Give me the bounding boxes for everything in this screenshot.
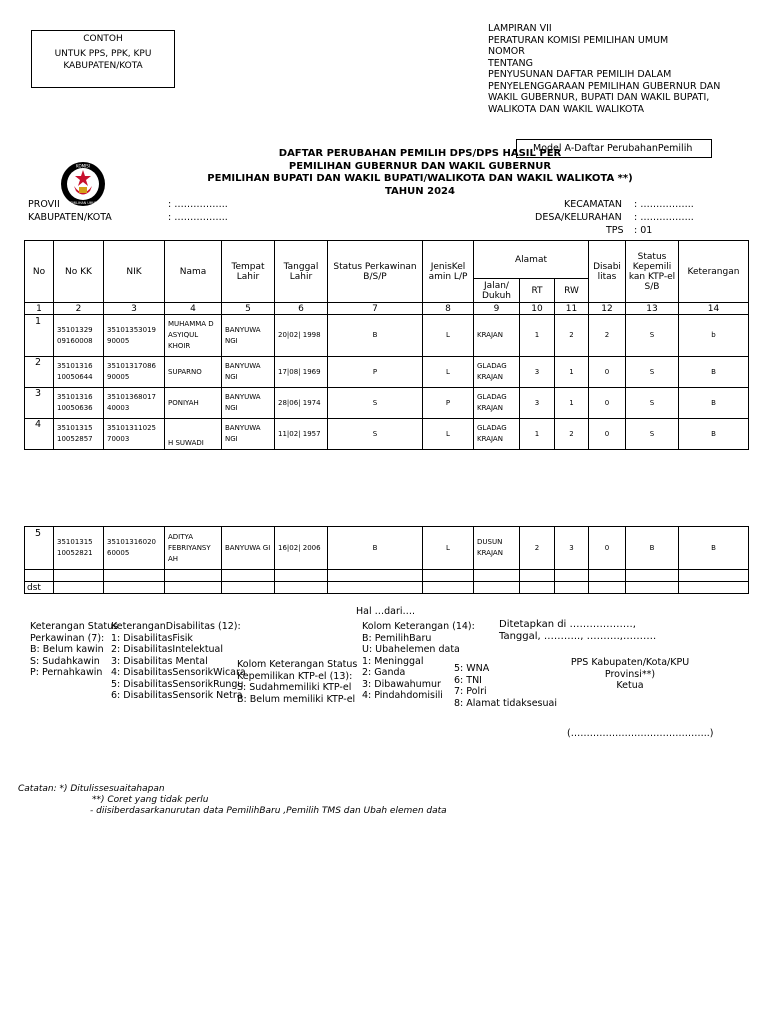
legend-line: 4: Pindahdomisili <box>362 690 443 701</box>
legend-line: S: Sudahkawin <box>30 655 100 667</box>
cell-rt: 2 <box>520 527 555 570</box>
signature-line: Provinsi**) <box>604 668 656 680</box>
cell-tanggal-lahir: 11|02| 1957 <box>275 419 328 450</box>
cell-disabilitas: 2 <box>589 315 626 357</box>
cell-tanggal-lahir: 28|06| 1974 <box>275 388 328 419</box>
cell-no-kk: 35101316 10050636 <box>54 388 104 419</box>
cell-status-perkawinan: S <box>328 388 423 419</box>
legend-line: Keterangan Status <box>30 621 119 632</box>
cell-nik: 35101353019 90005 <box>104 315 165 357</box>
ditetapkan-block <box>499 619 656 642</box>
legend-line: 8: Alamat tidaksesuai <box>454 697 557 709</box>
page-counter: Hal …dari…. <box>356 606 416 617</box>
table-row <box>25 388 749 419</box>
column-number: 7 <box>328 303 423 315</box>
cell-tempat-lahir: BANYUWA NGI <box>222 315 275 357</box>
lampiran-line: LAMPIRAN VII <box>488 23 552 34</box>
cell-rt: 1 <box>520 419 555 450</box>
column-number: 8 <box>423 303 474 315</box>
legend-line: 2: Ganda <box>362 667 406 678</box>
cell-tanggal-lahir: 17|08| 1969 <box>275 357 328 388</box>
legend-line: 6: TNI <box>454 674 482 686</box>
header-nik: NIK <box>104 241 165 303</box>
cell-status-ktp: S <box>626 419 679 450</box>
cell-status-ktp: S <box>626 357 679 388</box>
legend-perkawinan <box>30 621 118 679</box>
cell-nama: ADITYA FEBRIYANSY AH <box>165 527 222 570</box>
example-line: UNTUK PPS, PPK, KPU <box>54 49 152 59</box>
table-row <box>25 419 749 450</box>
legend-line: Kolom Keterangan (14): <box>362 621 475 632</box>
title-line: PEMILIHAN GUBERNUR DAN WAKIL GUBERNUR <box>288 160 552 172</box>
cell-status-ktp: S <box>626 388 679 419</box>
cell-jenis-kelamin: P <box>423 388 474 419</box>
header-status-perkawinan: Status Perkawinan B/S/P <box>328 241 423 303</box>
cell-nik: 35101316020 60005 <box>104 527 165 570</box>
column-number: 4 <box>165 303 222 315</box>
tps-value: : 01 <box>634 225 653 236</box>
legend-ktp <box>237 659 357 705</box>
empty-row <box>25 570 749 582</box>
kabupaten-value: : …………….. <box>168 212 228 223</box>
legend-line: P: Pernahkawin <box>30 667 103 678</box>
cell-tanggal-lahir: 20|02| 1998 <box>275 315 328 357</box>
lampiran-line: PERATURAN KOMISI PEMILIHAN UMUM <box>488 34 669 46</box>
legend-line: 3: Disabilitas Mental <box>111 655 208 667</box>
cell-status-perkawinan: P <box>328 357 423 388</box>
cell-status-perkawinan: S <box>328 419 423 450</box>
header-tempat-lahir: Tempat Lahir <box>222 241 275 303</box>
cell-jalan: GLADAG KRAJAN <box>474 419 520 450</box>
cell-nama: H SUWADI <box>165 419 222 450</box>
kecamatan-value: : …………….. <box>634 199 694 210</box>
legend-line: 5: DisabilitasSensorikRungu <box>111 678 244 690</box>
column-number: 14 <box>679 303 749 315</box>
catatan-label: Catatan: <box>18 784 57 794</box>
lampiran-line: WAKIL GUBERNUR, BUPATI DAN WAKIL BUPATI, <box>488 92 710 103</box>
legend-disabilitas <box>111 621 246 702</box>
table-row <box>25 527 749 570</box>
cell-rw: 1 <box>555 388 589 419</box>
catatan-line: *) Ditulissesuaitahapan <box>59 784 165 794</box>
header-tanggal-lahir: Tanggal Lahir <box>275 241 328 303</box>
column-number: 10 <box>520 303 555 315</box>
column-number: 11 <box>555 303 589 315</box>
cell-keterangan: B <box>679 357 749 388</box>
cell-no: 5 <box>25 527 54 570</box>
legend-line: Kolom Keterangan Status <box>237 659 358 670</box>
cell-tanggal-lahir: 16|02| 2006 <box>275 527 328 570</box>
ditetapkan-line: Tanggal, ……….., ……….,………. <box>499 630 657 642</box>
header-keterangan: Keterangan <box>679 241 749 303</box>
logo-bottom-text: PEMILIHAN UMUM <box>68 201 98 205</box>
signature-block <box>560 657 700 692</box>
cell-nama: SUPARNO <box>165 357 222 388</box>
tps-label: TPS <box>606 225 624 236</box>
column-number-row <box>25 303 749 315</box>
column-number: 6 <box>275 303 328 315</box>
legend-line: U: Ubahelemen data <box>362 644 460 655</box>
legend-line: 1: DisabilitasFisik <box>111 632 193 644</box>
title-line: TAHUN 2024 <box>385 185 455 197</box>
cell-no: 2 <box>25 357 54 388</box>
cell-rw: 2 <box>555 315 589 357</box>
cell-nik: 35101317086 90005 <box>104 357 165 388</box>
example-title: CONTOH <box>83 34 123 44</box>
cell-keterangan: B <box>679 388 749 419</box>
legend-line: 3: Dibawahumur <box>362 678 441 690</box>
cell-no: 1 <box>25 315 54 357</box>
column-number: 2 <box>54 303 104 315</box>
cell-disabilitas: 0 <box>589 419 626 450</box>
example-box <box>31 30 175 88</box>
voter-change-table <box>24 240 749 450</box>
cell-jalan: GLADAG KRAJAN <box>474 388 520 419</box>
lampiran-line: PENYUSUNAN DAFTAR PEMILIH DALAM <box>488 69 672 80</box>
catatan-line: **) Coret yang tidak perlu <box>92 795 209 805</box>
example-line: KABUPATEN/KOTA <box>63 61 143 71</box>
catatan-line: - diisiberdasarkanurutan data PemilihBaru ,Pemilih TMS dan Ubah elemen data <box>90 806 447 816</box>
cell-jalan: KRAJAN <box>474 315 520 357</box>
legend-line: Perkawinan (7): <box>30 632 105 644</box>
desa-label: DESA/KELURAHAN <box>535 212 622 223</box>
legend-keterangan-continued <box>454 663 557 709</box>
lampiran-line: WALIKOTA DAN WAKIL WALIKOTA <box>488 103 644 115</box>
cell-status-ktp: S <box>626 315 679 357</box>
model-label: Model A-Daftar PerubahanPemilih <box>516 139 712 158</box>
signature-line: PPS Kabupaten/Kota/KPU <box>570 657 690 668</box>
cell-jalan: DUSUN KRAJAN <box>474 527 520 570</box>
cell-disabilitas: 0 <box>589 357 626 388</box>
legend-line: 7: Polri <box>454 686 487 697</box>
provinsi-value: : …………….. <box>168 199 228 210</box>
header-rw: RW <box>555 279 589 303</box>
legend-line: 1: Meninggal <box>362 655 424 667</box>
column-number: 12 <box>589 303 626 315</box>
legend-line: 4: DisabilitasSensorikWicara <box>111 667 246 678</box>
table-row <box>25 315 749 357</box>
legend-line: 6: DisabilitasSensorik Netra <box>111 690 243 701</box>
cell-jenis-kelamin: L <box>423 419 474 450</box>
legend-line: 5: WNA <box>454 663 490 674</box>
cell-no-kk: 35101315 10052821 <box>54 527 104 570</box>
cell-rw: 2 <box>555 419 589 450</box>
catatan-block <box>18 784 447 817</box>
cell-rt: 1 <box>520 315 555 357</box>
cell-no: 3 <box>25 388 54 419</box>
cell-nik: 35101368017 40003 <box>104 388 165 419</box>
header-row <box>25 241 749 279</box>
column-number: 5 <box>222 303 275 315</box>
voter-change-table-continued <box>24 526 749 594</box>
column-number: 9 <box>474 303 520 315</box>
legend-line: Kepemilikan KTP-el (13): <box>237 670 353 682</box>
legend-line: B: Belum memiliki KTP-el <box>237 693 356 705</box>
cell-rt: 3 <box>520 388 555 419</box>
cell-jenis-kelamin: L <box>423 315 474 357</box>
cell-no-kk: 35101315 10052857 <box>54 419 104 450</box>
column-number: 13 <box>626 303 679 315</box>
provinsi-label: PROVII <box>28 199 60 210</box>
dst-row <box>25 582 749 594</box>
signature-line: Ketua <box>616 680 644 691</box>
cell-nik: 35101311025 70003 <box>104 419 165 450</box>
header-nama: Nama <box>165 241 222 303</box>
header-alamat: Alamat <box>474 241 589 279</box>
title-line: PEMILIHAN BUPATI DAN WAKIL BUPATI/WALIKOTA DAN WAKIL WALIKOTA **) <box>207 173 633 184</box>
cell-status-perkawinan: B <box>328 527 423 570</box>
kabupaten-label: KABUPATEN/KOTA <box>28 212 112 223</box>
cell-tempat-lahir: BANYUWA NGI <box>222 388 275 419</box>
cell-tempat-lahir: BANYUWA GI <box>222 527 275 570</box>
cell-dst: dst <box>25 582 54 594</box>
cell-jenis-kelamin: L <box>423 527 474 570</box>
lampiran-line: NOMOR <box>488 46 525 57</box>
column-number: 1 <box>25 303 54 315</box>
title-line: DAFTAR PERUBAHAN PEMILIH DPS/DPS HASIL PER <box>278 148 562 159</box>
signature-name: (……………………………………..) <box>567 728 714 739</box>
kpu-logo-icon <box>60 161 106 207</box>
cell-no-kk: 35101329 09160008 <box>54 315 104 357</box>
legend-line: S: Sudahmemiliki KTP-el <box>237 682 352 693</box>
header-status-ktp: Status Kepemili kan KTP-el S/B <box>626 241 679 303</box>
cell-nama: MUHAMMA D ASYIQUL KHOIR <box>165 315 222 357</box>
cell-disabilitas: 0 <box>589 388 626 419</box>
cell-jenis-kelamin: L <box>423 357 474 388</box>
lampiran-line: PENYELENGGARAAN PEMILIHAN GUBERNUR DAN <box>488 80 721 92</box>
document-title <box>150 148 690 198</box>
logo-top-text: KOMISI <box>76 163 90 169</box>
cell-tempat-lahir: BANYUWA NGI <box>222 357 275 388</box>
cell-no: 4 <box>25 419 54 450</box>
header-rt: RT <box>520 279 555 303</box>
cell-keterangan: B <box>679 527 749 570</box>
legend-line: KeteranganDisabilitas (12): <box>111 621 241 632</box>
ditetapkan-line: Ditetapkan di ………………., <box>499 619 636 630</box>
header-no-kk: No KK <box>54 241 104 303</box>
lampiran-block <box>488 23 720 115</box>
cell-jalan: GLADAG KRAJAN <box>474 357 520 388</box>
table-row <box>25 357 749 388</box>
desa-value: : …………….. <box>634 212 694 223</box>
column-number: 3 <box>104 303 165 315</box>
cell-nama: PONIYAH <box>165 388 222 419</box>
legend-line: B: PemilihBaru <box>362 632 432 644</box>
cell-no-kk: 35101316 10050644 <box>54 357 104 388</box>
cell-keterangan: b <box>679 315 749 357</box>
cell-rw: 3 <box>555 527 589 570</box>
cell-tempat-lahir: BANYUWA NGI <box>222 419 275 450</box>
cell-keterangan: B <box>679 419 749 450</box>
cell-status-perkawinan: B <box>328 315 423 357</box>
header-jalan: Jalan/ Dukuh <box>474 279 520 303</box>
cell-status-ktp: B <box>626 527 679 570</box>
lampiran-line: TENTANG <box>488 57 533 69</box>
header-jenis-kelamin: JenisKel amin L/P <box>423 241 474 303</box>
cell-disabilitas: 0 <box>589 527 626 570</box>
kecamatan-label: KECAMATAN <box>564 199 622 210</box>
cell-rt: 3 <box>520 357 555 388</box>
legend-line: B: Belum kawin <box>30 644 104 655</box>
header-no: No <box>25 241 54 303</box>
cell-rw: 1 <box>555 357 589 388</box>
legend-line: 2: DisabilitasIntelektual <box>111 644 224 655</box>
header-disabilitas: Disabi litas <box>589 241 626 303</box>
